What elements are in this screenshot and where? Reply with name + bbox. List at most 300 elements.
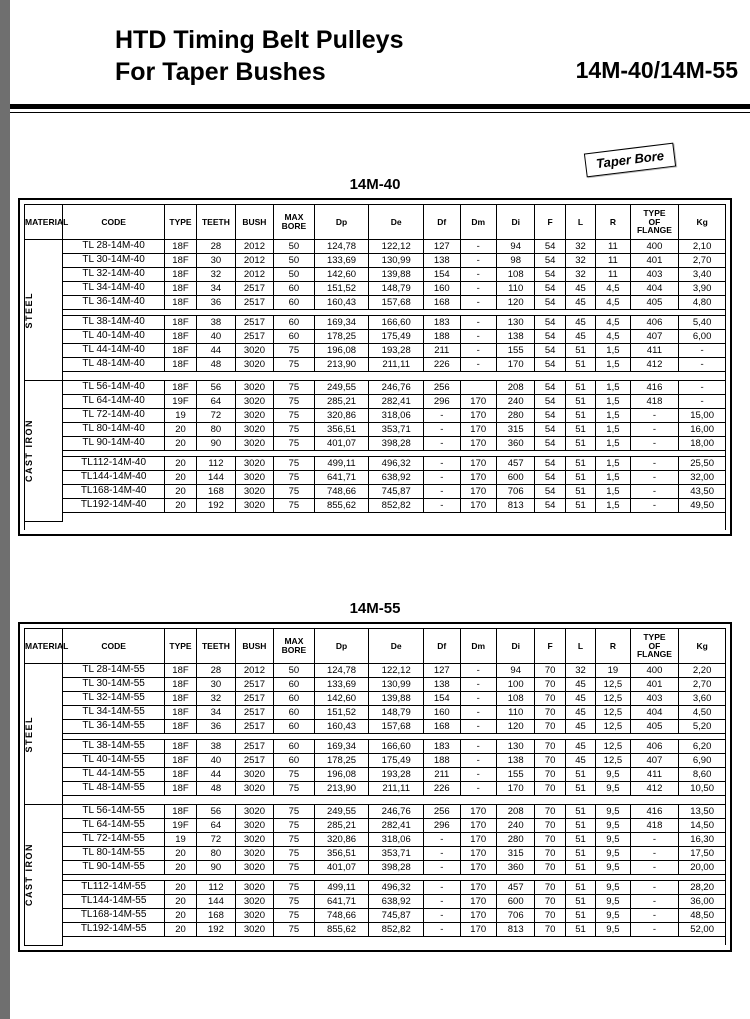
cell-value: 130,99 (369, 254, 424, 268)
cell-value: 3020 (235, 782, 273, 796)
cell-value: 72 (197, 409, 235, 423)
cell-value: 32 (565, 240, 595, 254)
cell-value: 246,76 (369, 381, 424, 395)
col-header-code: CODE (63, 629, 164, 664)
cell-value: 226 (424, 782, 460, 796)
cell-value: 108 (496, 268, 534, 282)
cell-value: 124,78 (314, 240, 369, 254)
cell-value: 3020 (235, 881, 273, 895)
table-row (25, 819, 726, 833)
cell-value: 54 (535, 268, 565, 282)
cell-value (460, 381, 496, 395)
table-row (25, 847, 726, 861)
cell-code: TL144-14M-40 (63, 471, 164, 485)
cell-value: 54 (535, 485, 565, 499)
cell-value: 170 (460, 909, 496, 923)
cell-value: 412 (630, 782, 679, 796)
cell-value: 54 (535, 358, 565, 372)
cell-value: 127 (424, 240, 460, 254)
cell-value: 38 (197, 316, 235, 330)
cell-value: 2517 (235, 720, 273, 734)
cell-value: 5,20 (679, 720, 726, 734)
cell-value: 51 (565, 782, 595, 796)
cell-type: 18F (164, 344, 196, 358)
cell-value: 813 (496, 923, 534, 937)
cell-value: 748,66 (314, 485, 369, 499)
cell-value: 54 (535, 240, 565, 254)
cell-value: 133,69 (314, 678, 369, 692)
row-spacer (25, 372, 726, 381)
cell-type: 20 (164, 457, 196, 471)
col-header-kg: Kg (679, 629, 726, 664)
cell-value: - (460, 330, 496, 344)
cell-value: 120 (496, 720, 534, 734)
cell-value: 70 (535, 861, 565, 875)
cell-value: 405 (630, 720, 679, 734)
cell-value: 403 (630, 692, 679, 706)
col-header-flange (630, 629, 679, 664)
page-title (115, 24, 403, 88)
cell-code: TL 34-14M-40 (63, 282, 164, 296)
col-header-max-bore-line1: MAX (284, 636, 304, 647)
cell-value: 148,79 (369, 282, 424, 296)
table-row (25, 423, 726, 437)
cell-value: 406 (630, 740, 679, 754)
cell-type: 18F (164, 268, 196, 282)
cell-value: 54 (535, 296, 565, 310)
col-header-l: L (565, 629, 595, 664)
cell-code: TL 38-14M-40 (63, 316, 164, 330)
col-header-max-bore-line1: MAX (284, 212, 304, 223)
col-header-material: MATERIAL (25, 629, 63, 664)
cell-value: 175,49 (369, 330, 424, 344)
cell-value: 70 (535, 923, 565, 937)
cell-code: TL 80-14M-55 (63, 847, 164, 861)
cell-value: 44 (197, 768, 235, 782)
cell-value: 11 (596, 240, 630, 254)
cell-value: 3020 (235, 457, 273, 471)
header-divider-thick (10, 104, 750, 109)
cell-value: 2517 (235, 678, 273, 692)
cell-value: 2517 (235, 316, 273, 330)
cell-value: 49,50 (679, 499, 726, 513)
col-header-type: TYPE (164, 205, 196, 240)
cell-value: 4,5 (596, 282, 630, 296)
cell-value: 12,5 (596, 754, 630, 768)
cell-value: 282,41 (369, 395, 424, 409)
cell-value: 4,5 (596, 296, 630, 310)
cell-value: 401 (630, 678, 679, 692)
cell-value: 60 (274, 296, 315, 310)
cell-value: 356,51 (314, 847, 369, 861)
cell-type: 18F (164, 692, 196, 706)
cell-value: 416 (630, 381, 679, 395)
cell-value: 110 (496, 706, 534, 720)
cell-value: - (460, 754, 496, 768)
cell-value: 170 (496, 782, 534, 796)
cell-value: - (460, 296, 496, 310)
cell-value: 318,06 (369, 833, 424, 847)
cell-value: 12,5 (596, 740, 630, 754)
cell-code: TL 80-14M-40 (63, 423, 164, 437)
cell-value: - (460, 664, 496, 678)
table-row (25, 923, 726, 937)
cell-code: TL 64-14M-55 (63, 819, 164, 833)
cell-code: TL 44-14M-40 (63, 344, 164, 358)
table-row (25, 254, 726, 268)
cell-value: - (460, 358, 496, 372)
cell-value: 50 (274, 664, 315, 678)
cell-value: 75 (274, 409, 315, 423)
cell-type: 18F (164, 768, 196, 782)
cell-value: 360 (496, 861, 534, 875)
cell-value: 60 (274, 754, 315, 768)
cell-value: 70 (535, 847, 565, 861)
cell-value: 356,51 (314, 423, 369, 437)
cell-value: 406 (630, 316, 679, 330)
cell-value: 36,00 (679, 895, 726, 909)
material-cell (25, 240, 63, 381)
cell-value: 1,5 (596, 437, 630, 451)
cell-value: 75 (274, 833, 315, 847)
cell-value: 75 (274, 782, 315, 796)
cell-value: - (460, 316, 496, 330)
cell-value: - (630, 499, 679, 513)
cell-value: 9,5 (596, 909, 630, 923)
cell-value: 48 (197, 782, 235, 796)
cell-value: 75 (274, 768, 315, 782)
cell-value: 318,06 (369, 409, 424, 423)
taper-bore-badge: Taper Bore (584, 143, 676, 178)
cell-value: - (630, 471, 679, 485)
cell-value: 70 (535, 881, 565, 895)
cell-value: 170 (460, 423, 496, 437)
cell-value: 80 (197, 423, 235, 437)
cell-value: 51 (565, 423, 595, 437)
cell-value: 43,50 (679, 485, 726, 499)
cell-value: 170 (460, 457, 496, 471)
cell-value: 75 (274, 437, 315, 451)
cell-value: 1,5 (596, 344, 630, 358)
cell-value: 748,66 (314, 909, 369, 923)
cell-value: 296 (424, 819, 460, 833)
cell-value: 54 (535, 344, 565, 358)
cell-value: 94 (496, 664, 534, 678)
cell-value: 4,80 (679, 296, 726, 310)
cell-value: 72 (197, 833, 235, 847)
cell-type: 18F (164, 282, 196, 296)
cell-value: 3020 (235, 358, 273, 372)
cell-value: 70 (535, 895, 565, 909)
cell-value: 48 (197, 358, 235, 372)
cell-value: - (630, 833, 679, 847)
cell-value: 139,88 (369, 268, 424, 282)
cell-value: 2,10 (679, 240, 726, 254)
cell-type: 19 (164, 833, 196, 847)
cell-value: 70 (535, 768, 565, 782)
cell-value: 320,86 (314, 833, 369, 847)
cell-value: 170 (460, 485, 496, 499)
cell-value: 404 (630, 706, 679, 720)
cell-value: 852,82 (369, 499, 424, 513)
cell-value: 45 (565, 740, 595, 754)
cell-value: - (460, 720, 496, 734)
cell-value: 75 (274, 499, 315, 513)
cell-value: 51 (565, 358, 595, 372)
material-label: CAST IRON (24, 843, 34, 907)
col-header-max-bore (274, 205, 315, 240)
cell-value: 9,5 (596, 782, 630, 796)
cell-value: 183 (424, 316, 460, 330)
cell-value: 168 (424, 720, 460, 734)
cell-value: 3,90 (679, 282, 726, 296)
cell-type: 20 (164, 847, 196, 861)
cell-value: 70 (535, 720, 565, 734)
cell-value: - (424, 861, 460, 875)
cell-value: 4,5 (596, 316, 630, 330)
page-product-code: 14M-40/14M-55 (575, 57, 738, 83)
cell-value: 706 (496, 485, 534, 499)
cell-code: TL 72-14M-55 (63, 833, 164, 847)
cell-value: 2517 (235, 692, 273, 706)
cell-value: 3020 (235, 909, 273, 923)
cell-value: - (630, 423, 679, 437)
cell-value: 151,52 (314, 706, 369, 720)
cell-type: 18F (164, 381, 196, 395)
cell-value: 51 (565, 819, 595, 833)
cell-value: 80 (197, 847, 235, 861)
cell-value: 51 (565, 457, 595, 471)
cell-type: 20 (164, 423, 196, 437)
table-row (25, 471, 726, 485)
cell-value: 2517 (235, 282, 273, 296)
table-row (25, 678, 726, 692)
cell-value: 400 (630, 664, 679, 678)
cell-value: 641,71 (314, 895, 369, 909)
cell-code: TL 28-14M-40 (63, 240, 164, 254)
cell-value: 142,60 (314, 268, 369, 282)
cell-code: TL 36-14M-40 (63, 296, 164, 310)
cell-value: 852,82 (369, 923, 424, 937)
cell-value: 3020 (235, 381, 273, 395)
cell-value: 70 (535, 819, 565, 833)
cell-value: 124,78 (314, 664, 369, 678)
cell-value: 282,41 (369, 819, 424, 833)
cell-value: 144 (197, 471, 235, 485)
cell-value: 51 (565, 861, 595, 875)
cell-value: 75 (274, 457, 315, 471)
cell-value: - (460, 254, 496, 268)
cell-value: 416 (630, 805, 679, 819)
cell-value: 401,07 (314, 437, 369, 451)
cell-value: 157,68 (369, 720, 424, 734)
cell-value: 4,50 (679, 706, 726, 720)
cell-value: 296 (424, 395, 460, 409)
cell-value: 211,11 (369, 782, 424, 796)
cell-value: 30 (197, 678, 235, 692)
cell-value: 1,5 (596, 499, 630, 513)
cell-value: 70 (535, 664, 565, 678)
cell-value: 51 (565, 805, 595, 819)
cell-value: 9,5 (596, 923, 630, 937)
cell-value: 178,25 (314, 754, 369, 768)
cell-value: - (630, 457, 679, 471)
cell-value: 19 (596, 664, 630, 678)
cell-value: 60 (274, 706, 315, 720)
cell-value: 211 (424, 344, 460, 358)
cell-value: 155 (496, 344, 534, 358)
cell-value: 70 (535, 754, 565, 768)
cell-value: 75 (274, 847, 315, 861)
cell-value: 2012 (235, 664, 273, 678)
table-row (25, 268, 726, 282)
cell-value: 36 (197, 296, 235, 310)
cell-value: 14,50 (679, 819, 726, 833)
cell-value: 1,5 (596, 457, 630, 471)
cell-value: 170 (460, 923, 496, 937)
row-tail-space (25, 521, 726, 530)
cell-value: 188 (424, 330, 460, 344)
cell-value: - (424, 471, 460, 485)
table-row (25, 895, 726, 909)
table-row (25, 805, 726, 819)
cell-type: 18F (164, 754, 196, 768)
cell-value: 75 (274, 471, 315, 485)
cell-value: 3020 (235, 423, 273, 437)
col-header-l: L (565, 205, 595, 240)
cell-type: 20 (164, 861, 196, 875)
cell-value: 154 (424, 268, 460, 282)
cell-value: 3020 (235, 833, 273, 847)
cell-value: 160 (424, 706, 460, 720)
cell-type: 19F (164, 819, 196, 833)
cell-value: 404 (630, 282, 679, 296)
cell-code: TL 32-14M-40 (63, 268, 164, 282)
cell-value: - (424, 833, 460, 847)
cell-value: 208 (496, 381, 534, 395)
cell-value: 20,00 (679, 861, 726, 875)
cell-value: 600 (496, 895, 534, 909)
cell-value: 256 (424, 381, 460, 395)
cell-value: 170 (460, 861, 496, 875)
cell-value: 51 (565, 768, 595, 782)
cell-value: 98 (496, 254, 534, 268)
col-header-max-bore (274, 629, 315, 664)
cell-value: - (460, 768, 496, 782)
row-spacer (25, 796, 726, 805)
table-body-14m-55 (25, 664, 726, 946)
cell-value: 813 (496, 499, 534, 513)
cell-type: 20 (164, 909, 196, 923)
cell-value: - (424, 409, 460, 423)
table-row (25, 909, 726, 923)
col-header-teeth: TEETH (197, 629, 235, 664)
cell-value: 50 (274, 240, 315, 254)
col-header-dm: Dm (460, 629, 496, 664)
col-header-df: Df (424, 205, 460, 240)
col-header-teeth: TEETH (197, 205, 235, 240)
cell-value: 249,55 (314, 805, 369, 819)
cell-value: - (630, 409, 679, 423)
cell-value: 168 (424, 296, 460, 310)
cell-value: 169,34 (314, 740, 369, 754)
page-title-line2: For Taper Bushes (115, 58, 326, 86)
cell-value: 70 (535, 678, 565, 692)
cell-value: 64 (197, 395, 235, 409)
cell-value: 3020 (235, 437, 273, 451)
cell-value: 75 (274, 861, 315, 875)
cell-value: 51 (565, 923, 595, 937)
table-row (25, 499, 726, 513)
cell-value: 315 (496, 847, 534, 861)
cell-value: 246,76 (369, 805, 424, 819)
cell-value: - (679, 344, 726, 358)
cell-value: 9,5 (596, 833, 630, 847)
cell-value: 75 (274, 895, 315, 909)
cell-code: TL 90-14M-55 (63, 861, 164, 875)
cell-value: 360 (496, 437, 534, 451)
table-row (25, 861, 726, 875)
cell-value: 45 (565, 720, 595, 734)
spec-table-14m-40 (24, 204, 726, 530)
cell-value: 2517 (235, 740, 273, 754)
col-header-r: R (596, 629, 630, 664)
cell-value: 75 (274, 909, 315, 923)
cell-type: 20 (164, 437, 196, 451)
cell-value: 411 (630, 768, 679, 782)
cell-value: 1,5 (596, 423, 630, 437)
cell-type: 18F (164, 240, 196, 254)
col-header-dm: Dm (460, 205, 496, 240)
cell-value: 54 (535, 409, 565, 423)
cell-value: 2517 (235, 330, 273, 344)
cell-value: 3020 (235, 923, 273, 937)
cell-value: 70 (535, 805, 565, 819)
col-header-max-bore-line2: BORE (281, 221, 307, 231)
cell-value: 499,11 (314, 881, 369, 895)
col-header-f: F (535, 205, 565, 240)
header-divider-thin (10, 112, 750, 113)
cell-value: 100 (496, 678, 534, 692)
cell-value: 3020 (235, 395, 273, 409)
cell-value: 3020 (235, 847, 273, 861)
cell-value: 2,70 (679, 678, 726, 692)
table-row (25, 881, 726, 895)
cell-value: - (424, 909, 460, 923)
cell-value: 3020 (235, 344, 273, 358)
cell-value: 6,20 (679, 740, 726, 754)
cell-value: 706 (496, 909, 534, 923)
cell-value: 193,28 (369, 344, 424, 358)
cell-value: 133,69 (314, 254, 369, 268)
cell-value: 54 (535, 423, 565, 437)
cell-value: 138 (496, 754, 534, 768)
cell-value: 3020 (235, 409, 273, 423)
cell-value: 130 (496, 316, 534, 330)
cell-value: 51 (565, 395, 595, 409)
cell-value: 70 (535, 740, 565, 754)
cell-type: 20 (164, 499, 196, 513)
cell-value: 5,40 (679, 316, 726, 330)
cell-value: 60 (274, 282, 315, 296)
cell-value: 3020 (235, 485, 273, 499)
cell-value: - (630, 437, 679, 451)
cell-value: 160,43 (314, 296, 369, 310)
table-row (25, 316, 726, 330)
cell-value: 45 (565, 330, 595, 344)
cell-value: - (424, 437, 460, 451)
col-header-type: TYPE (164, 629, 196, 664)
